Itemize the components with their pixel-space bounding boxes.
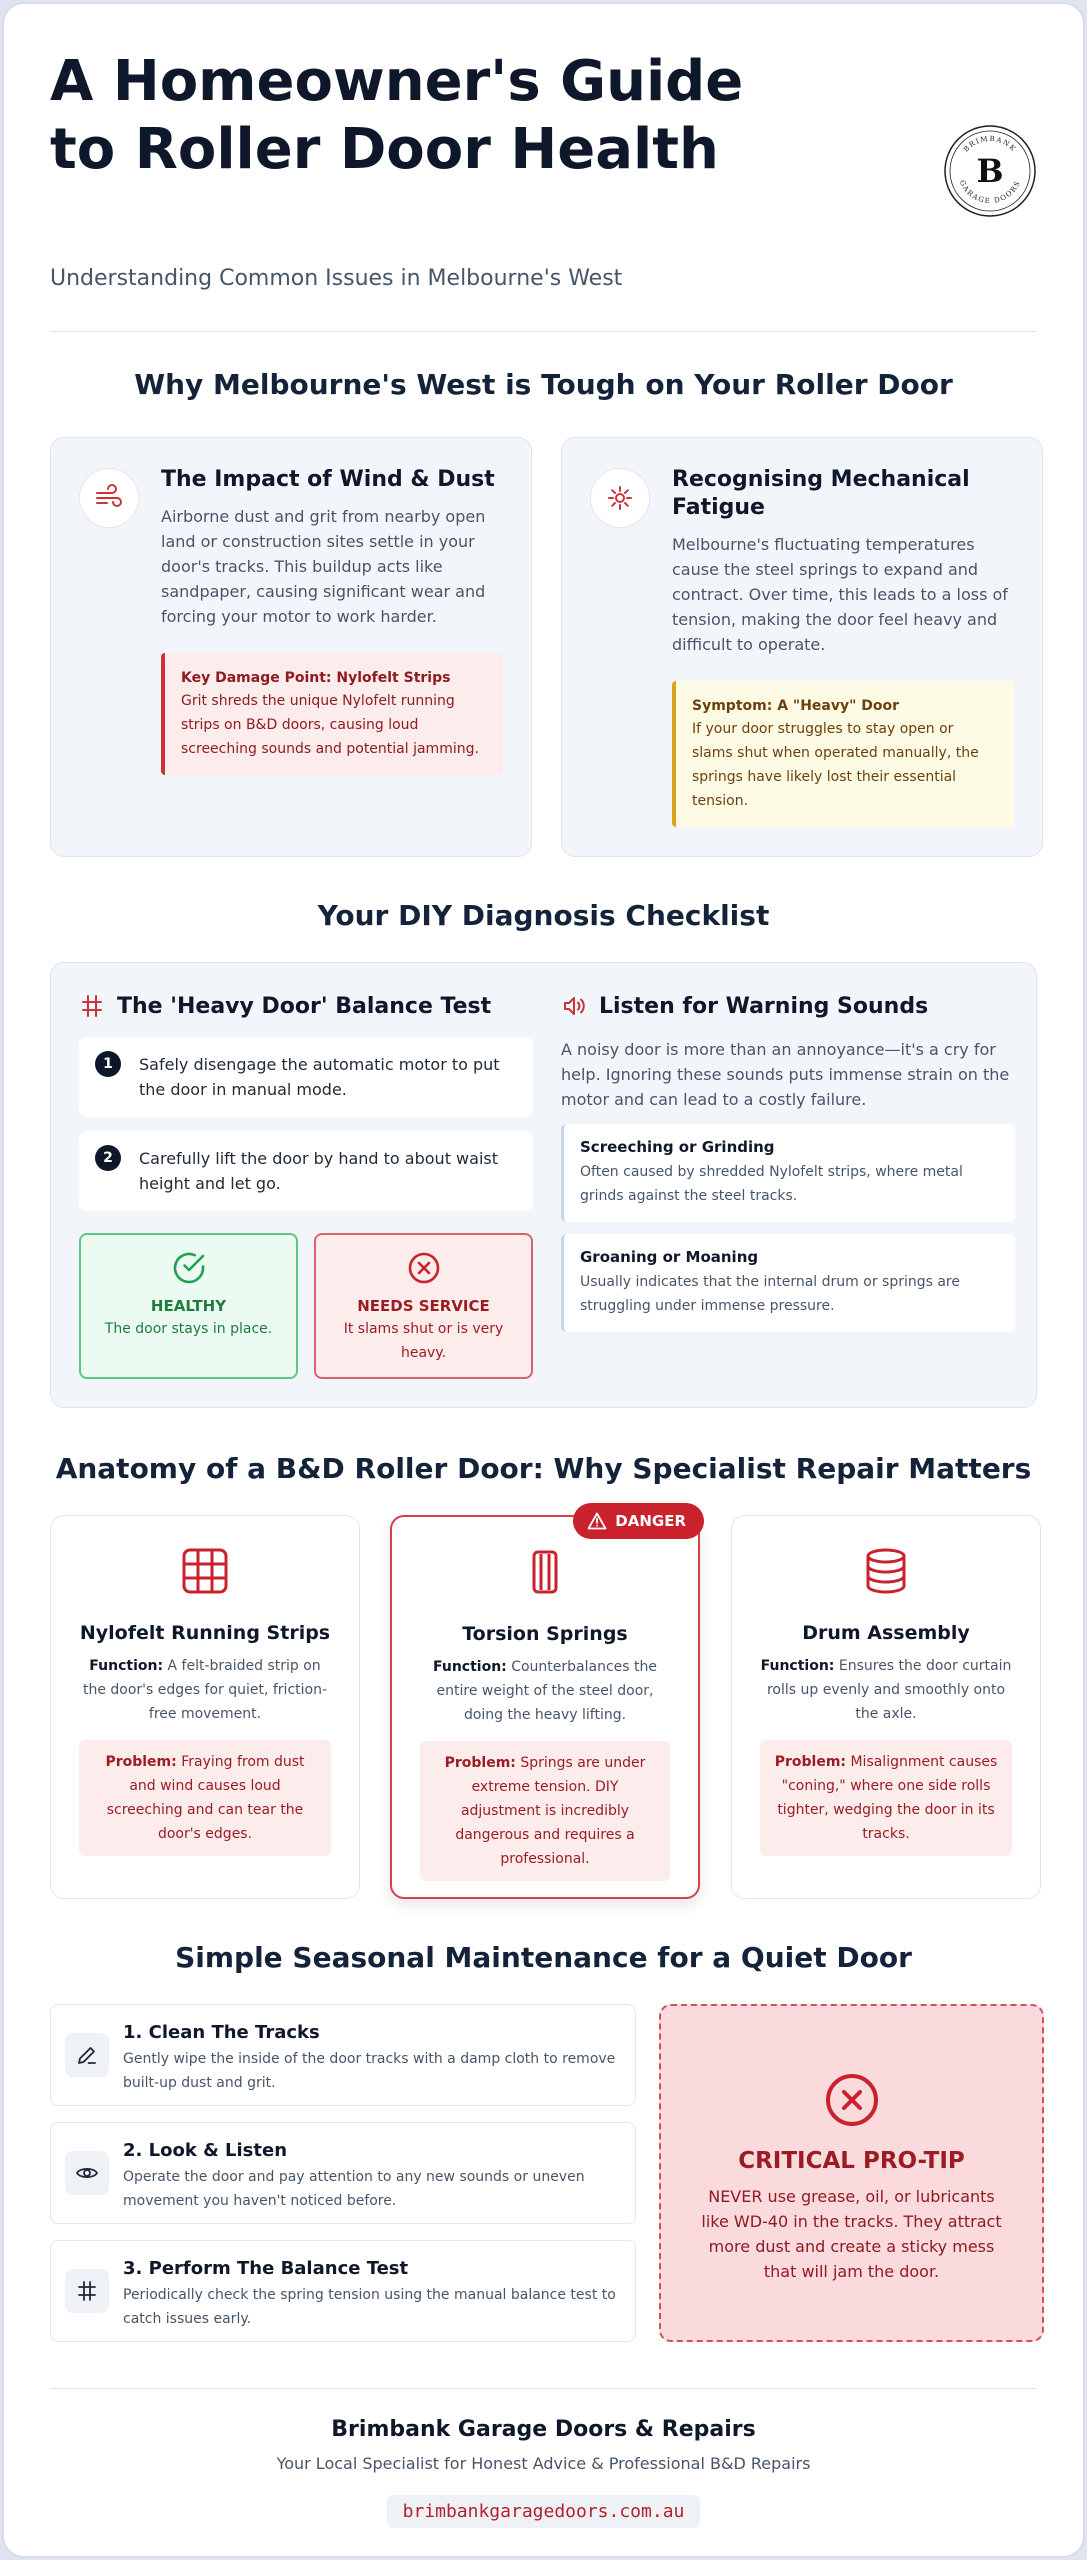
symptom-callout: [672, 681, 1014, 827]
sound-body: Often caused by shredded Nylofelt strips, where metal grinds against the steel tracks.: [580, 1164, 963, 1204]
part-title: Torsion Springs: [462, 1623, 628, 1645]
outcome-label: NEEDS SERVICE: [357, 1297, 490, 1315]
pro-tip-body: NEVER use grease, oil, or lubricants like WD-40 in the tracks. They attract more dust and create a sticky mess that will jam the door.: [701, 2187, 1002, 2281]
part-problem: Problem: Springs are under extreme tension. DIY adjustment is incredibly dangerous and requires a professional.: [420, 1741, 670, 1881]
maintenance-body: Gently wipe the inside of the door tracks with a damp cloth to remove built-up dust and grit.: [123, 2051, 616, 2091]
callout-title: Symptom: A "Heavy" Door: [692, 698, 900, 714]
step-text: Safely disengage the automatic motor to put the door in manual mode.: [139, 1055, 500, 1099]
pro-tip-title: CRITICAL PRO-TIP: [738, 2148, 965, 2174]
wind-icon: [79, 468, 139, 528]
warning-sounds-heading: [561, 989, 1015, 1023]
part-problem: Problem: Fraying from dust and wind causes loud screeching and can tear the door's edges.: [79, 1740, 331, 1856]
card-body: Melbourne's fluctuating temperatures cause the steel springs to expand and contract. Over time, this leads to a loss of tension, making the door feel heavy and difficult to operate.: [672, 535, 1008, 654]
test-outcomes: [79, 1233, 533, 1379]
balance-icon: [65, 2269, 109, 2313]
card-title: Recognising Mechanical Fatigue: [672, 467, 970, 520]
speaker-icon: [561, 993, 587, 1019]
page-subtitle: Understanding Common Issues in Melbourne's West: [50, 266, 623, 291]
grid-icon: [180, 1546, 230, 1596]
warning-sounds: [561, 989, 1015, 1332]
warning-triangle-icon: [587, 1512, 607, 1530]
drum-icon: [861, 1546, 911, 1596]
healthy-outcome: [79, 1233, 298, 1379]
warning-sounds-intro: A noisy door is more than an annoyance—it's a cry for help. Ignoring these sounds puts immense strain on the motor and can lead to a costly failure.: [561, 1040, 1010, 1109]
logo-ring-bottom: GARAGE DOORS: [957, 178, 1023, 206]
card-body: Airborne dust and grit from nearby open land or construction sites settle in your door's tracks. This buildup acts like sandpaper, causing significant wear and forcing your motor to work harder.: [161, 507, 486, 626]
page-header: [50, 4, 1037, 332]
part-title: Drum Assembly: [802, 1622, 970, 1644]
damage-callout: [161, 653, 503, 775]
eye-icon: [65, 2151, 109, 2195]
step-item: [79, 1131, 533, 1211]
check-circle-icon: [170, 1249, 208, 1287]
balance-test: [79, 989, 533, 1379]
maintenance-item: [50, 2122, 636, 2224]
maintenance-body: Operate the door and pay attention to any new sounds or uneven movement you haven't noticed before.: [123, 2169, 585, 2209]
pencil-icon: [65, 2033, 109, 2077]
callout-body: If your door struggles to stay open or slams shut when operated manually, the springs have likely lost their essential tension.: [692, 721, 979, 809]
page-title: A Homeowner's Guide to Roller Door Health: [50, 49, 744, 182]
diy-checklist: [50, 962, 1037, 1408]
part-function: Function: Ensures the door curtain rolls up evenly and smoothly onto the axle.: [760, 1658, 1012, 1722]
balance-test-heading: [79, 989, 533, 1023]
sound-item: [561, 1234, 1015, 1332]
callout-body: Grit shreds the unique Nylofelt running strips on B&D doors, causing loud screeching sounds and potential jamming.: [181, 693, 479, 757]
balance-test-title: The 'Heavy Door' Balance Test: [117, 993, 492, 1019]
outcome-label: HEALTHY: [150, 1297, 227, 1315]
logo-ring-top: BRIMBANK: [962, 134, 1018, 154]
page-footer: [50, 2388, 1037, 2528]
maintenance-section-title: Simple Seasonal Maintenance for a Quiet Door: [175, 1941, 912, 1974]
pro-tip-box: [659, 2004, 1044, 2342]
torsion-springs-part-card: [390, 1512, 700, 1899]
logo-letter: B: [976, 152, 1004, 190]
nylofelt-part-card: [50, 1515, 360, 1899]
part-function: Function: A felt-braided strip on the door's edges for quiet, friction-free movement.: [82, 1658, 328, 1722]
brimbank-logo: [943, 124, 1037, 218]
balance-icon: [79, 993, 105, 1019]
step-number: 2: [95, 1145, 121, 1171]
drum-assembly-part-card: [731, 1515, 1041, 1899]
x-circle-icon: [824, 2072, 880, 2128]
danger-badge: [573, 1503, 704, 1539]
outcome-text: It slams shut or is very heavy.: [343, 1321, 504, 1361]
step-item: [79, 1037, 533, 1117]
why-section-title: Why Melbourne's West is Tough on Your Roller Door: [134, 368, 953, 401]
spring-icon: [520, 1547, 570, 1597]
why-cards: [50, 437, 1037, 857]
maintenance-title: 3. Perform The Balance Test: [123, 2258, 409, 2279]
maintenance-section: [50, 2004, 1037, 2344]
company-name: Brimbank Garage Doors & Repairs: [331, 2417, 756, 2442]
maintenance-title: 2. Look & Listen: [123, 2140, 288, 2161]
anatomy-section-title: Anatomy of a B&D Roller Door: Why Specialist Repair Matters: [55, 1452, 1032, 1485]
outcome-text: The door stays in place.: [104, 1321, 273, 1337]
website-link[interactable]: brimbankgaragedoors.com.au: [387, 2495, 701, 2528]
diy-section-title: Your DIY Diagnosis Checklist: [317, 899, 770, 932]
company-tagline: Your Local Specialist for Honest Advice & Professional B&D Repairs: [276, 2454, 811, 2473]
warning-sounds-title: Listen for Warning Sounds: [599, 993, 929, 1019]
callout-title: Key Damage Point: Nylofelt Strips: [181, 670, 451, 686]
part-function: Function: Counterbalances the entire weight of the steel door, doing the heavy lifting.: [432, 1659, 658, 1723]
sound-body: Usually indicates that the internal drum or springs are struggling under immense pressure.: [580, 1274, 960, 1314]
x-circle-icon: [405, 1249, 443, 1287]
step-text: Carefully lift the door by hand to about waist height and let go.: [139, 1149, 498, 1193]
sound-title: Groaning or Moaning: [580, 1248, 759, 1266]
part-problem: Problem: Misalignment causes "coning," where one side rolls tighter, wedging the door in its tracks.: [760, 1740, 1012, 1856]
sound-title: Screeching or Grinding: [580, 1138, 775, 1156]
step-number: 1: [95, 1051, 121, 1077]
needs-service-outcome: [314, 1233, 533, 1379]
wind-dust-card: [50, 437, 532, 857]
mechanical-fatigue-card: [561, 437, 1043, 857]
maintenance-title: 1. Clean The Tracks: [123, 2022, 320, 2043]
card-title: The Impact of Wind & Dust: [161, 467, 495, 492]
sound-item: [561, 1124, 1015, 1222]
infographic-page: [2, 2, 1085, 2558]
maintenance-body: Periodically check the spring tension using the manual balance test to catch issues early.: [123, 2287, 616, 2327]
anatomy-parts: [50, 1512, 1037, 1899]
danger-label: DANGER: [615, 1512, 686, 1530]
maintenance-item: [50, 2240, 636, 2342]
maintenance-item: [50, 2004, 636, 2106]
gear-icon: [590, 468, 650, 528]
part-title: Nylofelt Running Strips: [79, 1622, 331, 1644]
